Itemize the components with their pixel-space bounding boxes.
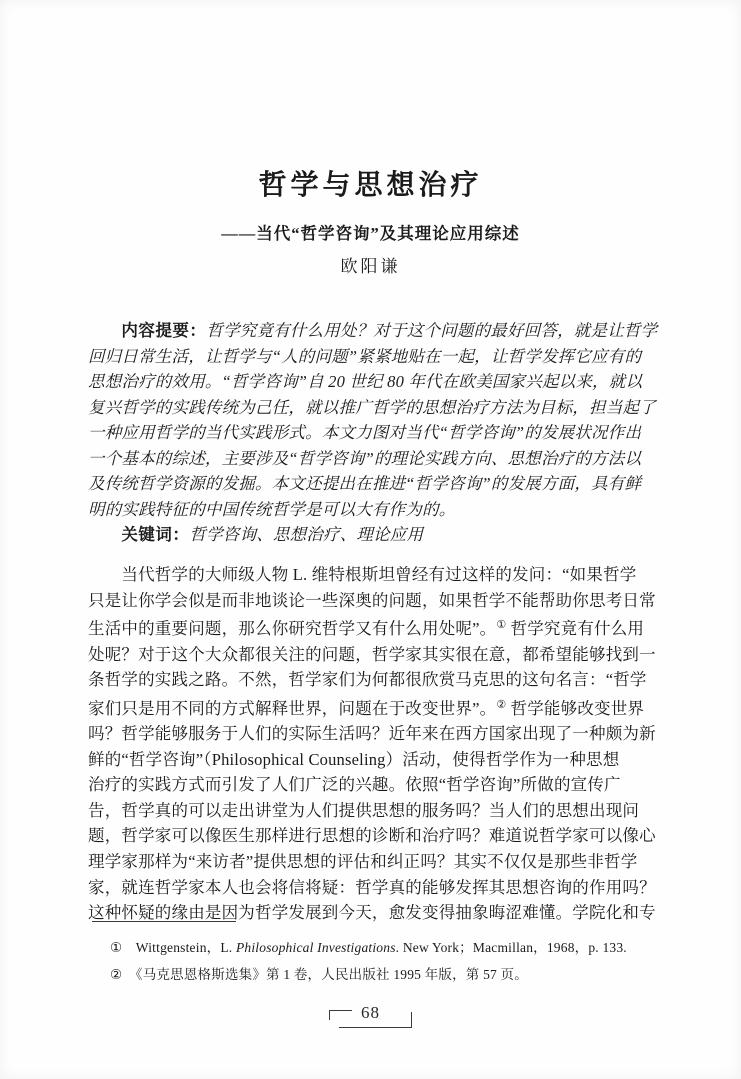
page-subtitle: ——当代“哲学咨询”及其理论应用综述	[221, 224, 520, 243]
text-line: 复兴哲学的实践传统为己任，就以推广哲学的思想治疗方法为目标，担当起了	[88, 397, 656, 417]
text-line: 题，哲学家可以像医生那样进行思想的诊断和治疗吗？难道说哲学家可以像心	[88, 826, 656, 846]
text-line: 理学家那样为“来访者”提供思想的评估和纠正吗？其实不仅仅是那些非哲学	[88, 852, 638, 872]
body-paragraph	[88, 562, 660, 926]
text-line: 当代哲学的大师级人物 L. 维特根斯坦曾经有过这样的发问：“如果哲学	[88, 565, 637, 584]
text-line: 一种应用哲学的当代实践形式。本文力图对当代“哲学咨询”的发展状况作出	[88, 423, 642, 442]
abstract-paragraph	[88, 318, 660, 548]
text-line: 关键词：哲学咨询、思想治疗、理论应用	[121, 525, 424, 544]
text-line: 鲜的“哲学咨询”（Philosophical Counseling）活动，使得哲学作为一种思想	[88, 749, 620, 769]
text-line: 告，哲学真的可以走出讲堂为人们提供思想的服务吗？当人们的思想出现问	[88, 800, 640, 820]
footnotes-section	[96, 934, 656, 988]
text-line: 这种怀疑的缘由是因为哲学发展到今天，愈发变得抽象晦涩难懂。学院化和专	[88, 903, 656, 923]
page-number-frame	[329, 1001, 412, 1028]
text-line: ② 《马克思恩格斯选集》第 1 卷，人民出版社 1995 年版，第 57 页。	[110, 967, 528, 982]
text-line: 生活中的重要问题，那么你研究哲学又有什么用处呢”。① 哲学究竟有什么用	[88, 619, 645, 639]
text-line: 家们只是用不同的方式解释世界，问题在于改变世界”。② 哲学能够改变世界	[88, 698, 645, 718]
page-title: 哲学与思想治疗	[258, 170, 483, 201]
text-line: 只是让你学会似是而非地谈论一些深奥的问题，如果哲学不能帮助你思考日常	[88, 590, 656, 610]
footnote-divider	[92, 921, 236, 922]
text-line: 条哲学的实践之路。不然，哲学家们为何都很欣赏马克思的这句名言：“哲学	[88, 670, 647, 690]
text-line: 吗？哲学能够服务于人们的实际生活吗？近年来在西方国家出现了一种颇为新	[88, 724, 656, 744]
text-line: 及传统哲学资源的发掘。本文还提出在推进“哲学咨询”的发展方面，具有鲜	[88, 474, 642, 493]
text-line: 明的实践特征的中国传统哲学是可以大有作为的。	[88, 499, 456, 519]
text-line: 思想治疗的效用。“哲学咨询”自 20 世纪 80 年代在欧美国家兴起以来，就以	[88, 372, 643, 391]
page-number	[0, 1001, 741, 1028]
text-line: 处呢？对于这个大众都很关注的问题，哲学家其实很在意，都希望能够找到一	[88, 644, 656, 664]
text-line: 回归日常生活，让哲学与“人的问题”紧紧地贴在一起，让哲学发挥它应有的	[88, 346, 642, 366]
text-line: ① Wittgenstein，L. Philosophical Investigations. New York；Macmillan，1968，p. 133.	[110, 940, 627, 955]
text-line: 家，就连哲学家本人也会将信将疑：哲学真的能够发挥其思想咨询的作用吗？	[88, 877, 656, 897]
page-number-value: 68	[361, 1003, 380, 1022]
text-line: 一个基本的综述，主要涉及“哲学咨询”的理论实践方向、思想治疗的方法以	[88, 448, 642, 468]
text-line: 内容提要：哲学究竟有什么用处？对于这个问题的最好回答，就是让哲学	[121, 321, 658, 340]
author-name: 欧阳谦	[340, 257, 401, 276]
text-line: 治疗的实践方式而引发了人们广泛的兴趣。依照“哲学咨询”所做的宣传广	[88, 775, 621, 795]
